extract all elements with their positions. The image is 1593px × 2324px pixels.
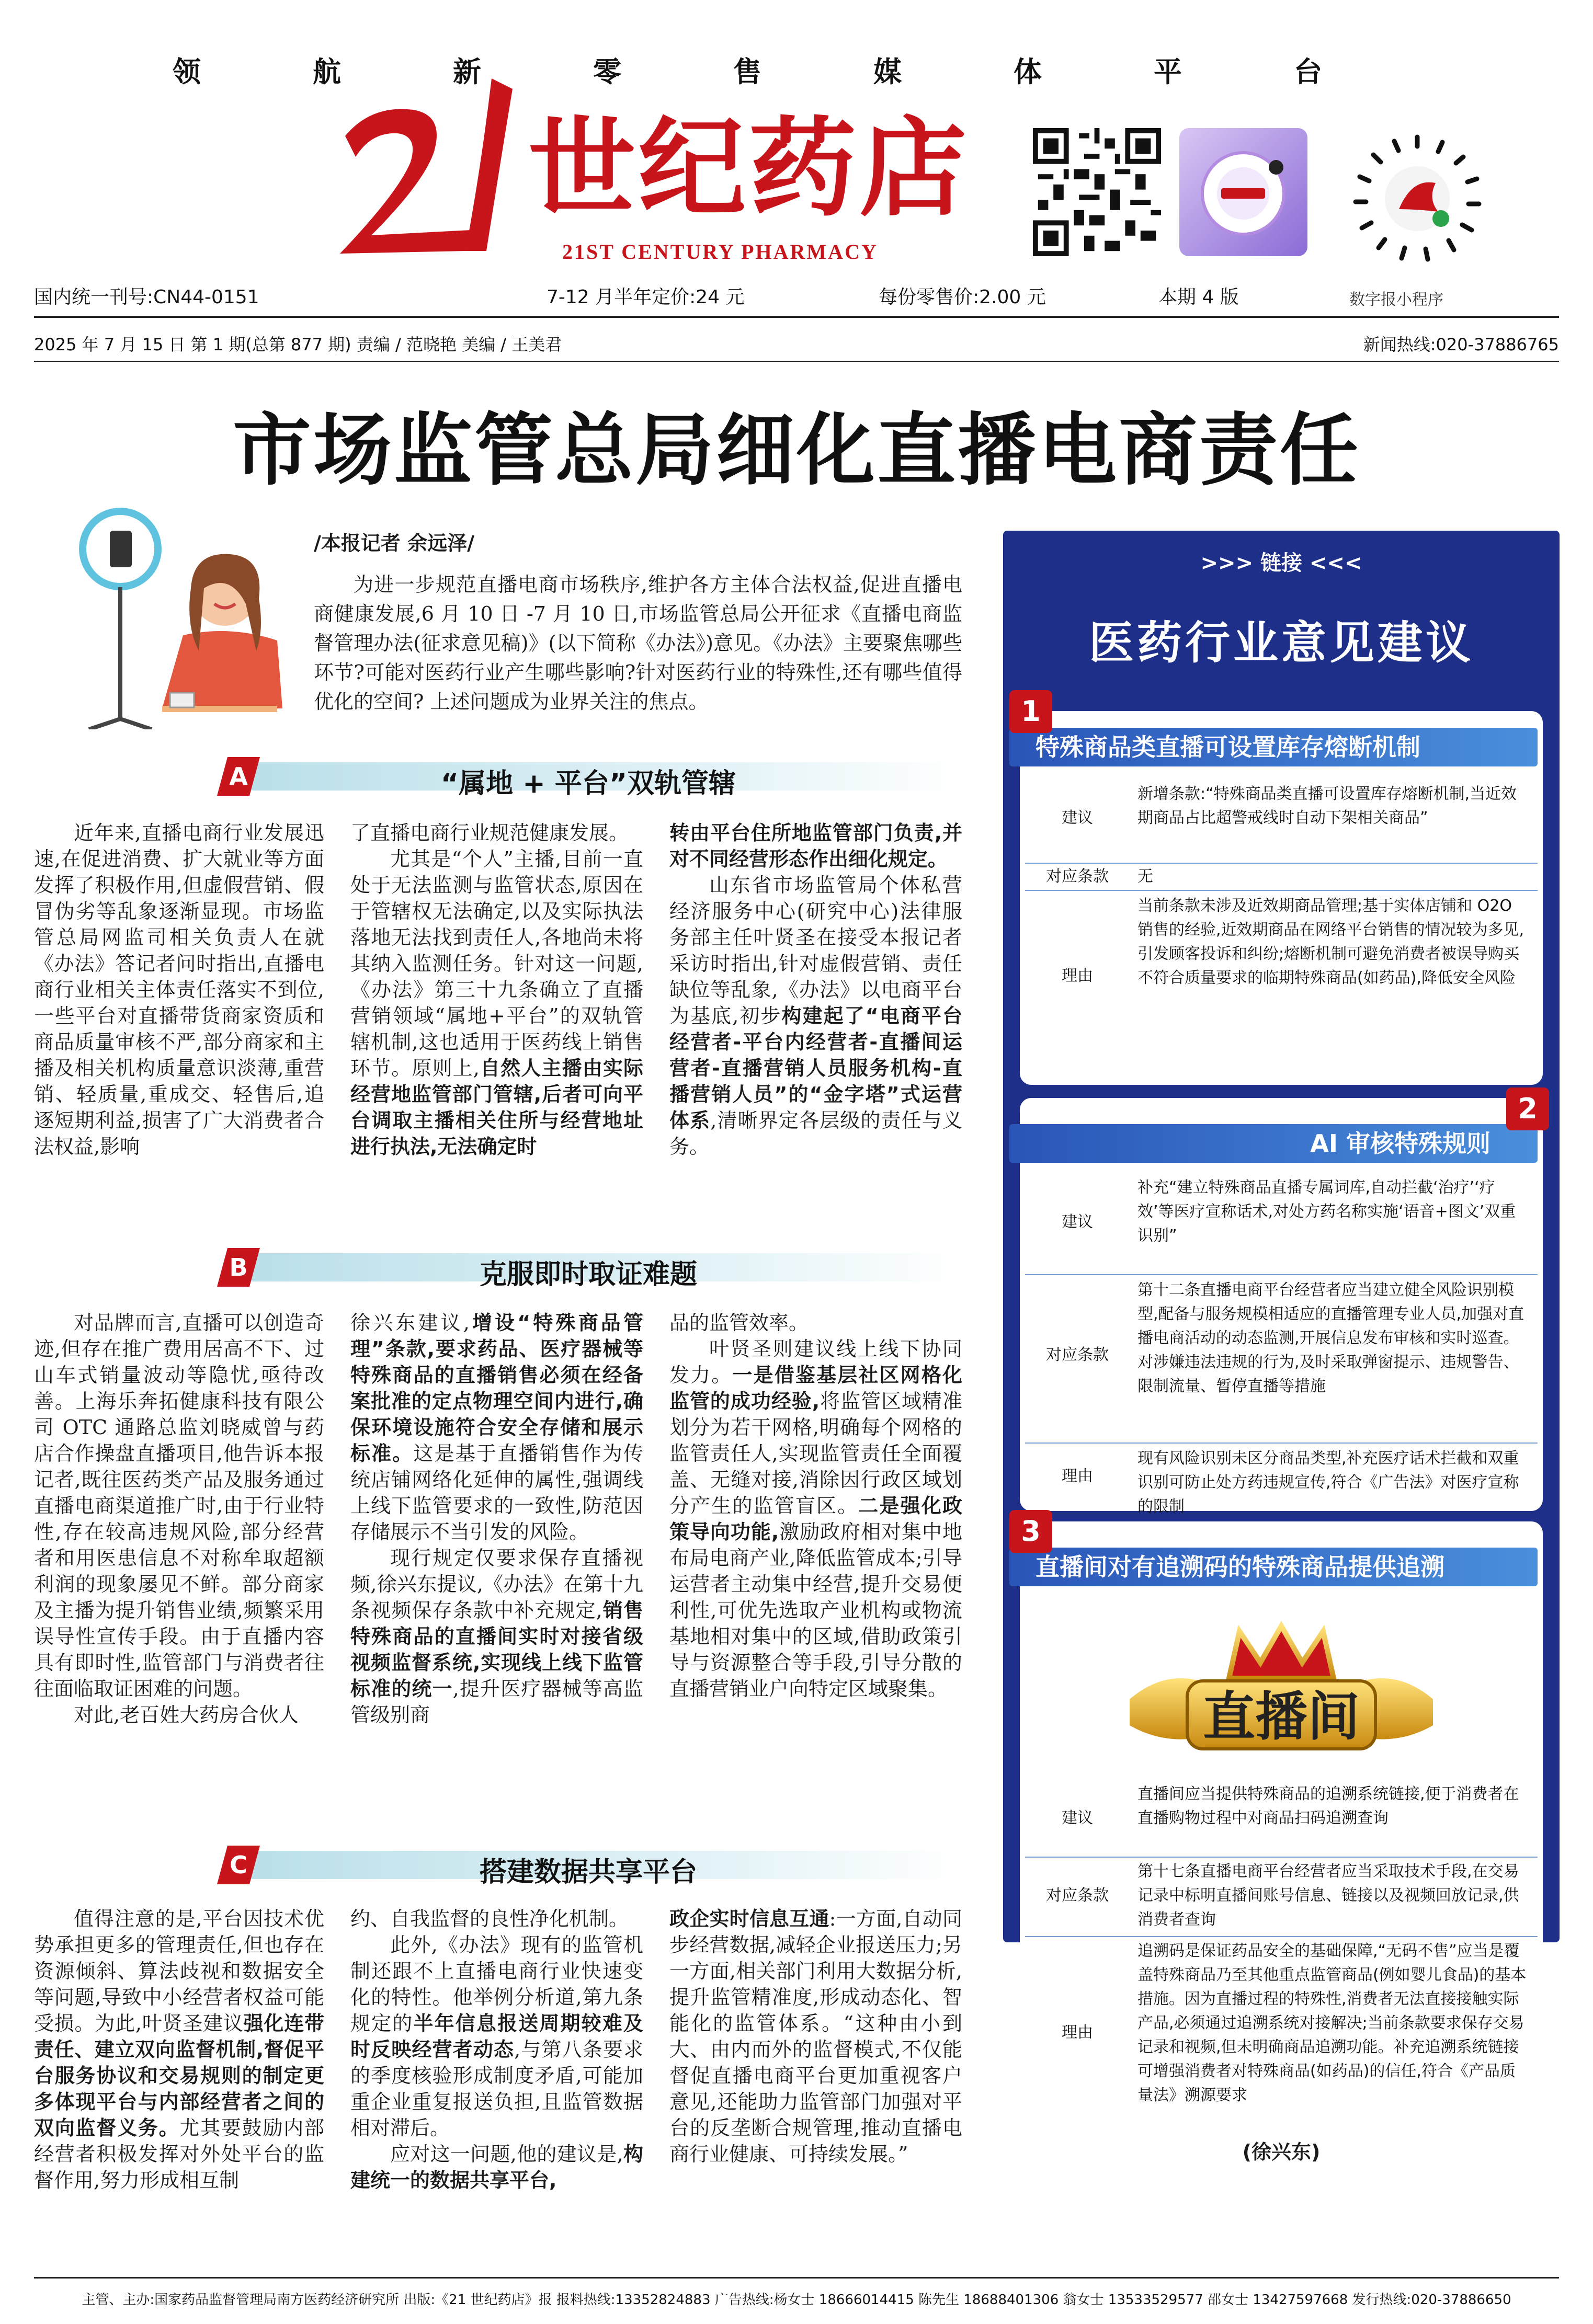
douyin-qr-card[interactable]: [1179, 128, 1307, 256]
section-c-col-3: 政企实时信息互通:一方面,自动同步经营数据,减轻企业报送压力;另一方面,相关部门利用大数据分析,提升监管精准度,形成动态化、智能化的监管体系。“这种由小到大、由内而外的监督模式,不仅能督促直播电商平台更加重视客户意见,还能助力监管部门加强对平台的反垄断合规管理,推动直播电商行业健康、可持续发展。”: [669, 1907, 962, 2166]
masthead-rule: [34, 316, 1559, 318]
mini-program-code-icon[interactable]: [1349, 131, 1485, 267]
retail-price: 每份零售价:2.00 元: [879, 287, 1046, 308]
card-3-number: 3: [1009, 1510, 1052, 1553]
table-row: 理由 追溯码是保证药品安全的基础保障,“无码不售”应当是覆盖特殊商品乃至其他重点监管商品(例如婴儿食品)的基本措施。因为直播过程的特殊性,消费者无法直接接触实际产品,必须通过追溯系统对接解决;当前条款要求保存交易记录和视频,但未明确商品追溯功能。补充追溯系统链接可增强消费者对特殊商品(如药品)的信任,符合《产品质量法》溯源要求: [1025, 1936, 1538, 2131]
section-b-title: 克服即时取证难题: [479, 1259, 697, 1290]
logo-21-mark: [335, 73, 554, 261]
section-c-col-2: 约、自我监督的良性净化机制。 此外,《办法》现有的监管机制还跟不上直播电商行业快速变化的特性。他举例分析道,第九条规定的半年信息报送周期较难及时反映经营者动态,与第八条要求的季度核验形成制度矛盾,可能加重企业重复报送负担,且监管数据相对滞后。 应对这一问题,他的建议是,构建统一的数据共享平台,: [350, 1907, 643, 2192]
table-row: 对应条款 无: [1025, 863, 1538, 890]
card-1-head: 特殊商品类直播可设置库存熔断机制: [1009, 728, 1538, 766]
cn-number: 国内统一刊号:CN44-0151: [34, 287, 259, 308]
footer-imprint: 主管、主办:国家药品监督管理局南方医药经济研究所 出版:《21 世纪药店》报 报料热线:13352824883 广告热线:杨女士 18666014415 陈先生 18688401306 翁女士 13533529577 邵女士 13427597668 发行热线:020-37886650: [82, 2292, 1511, 2308]
byline: /本报记者 余远泽/: [314, 531, 474, 555]
lead-paragraph: 为进一步规范直播电商市场秩序,维护各方主体合法权益,促进直播电商健康发展,6 月 10 日 -7 月 10 日,市场监管总局公开征求《直播电商监督管理办法(征求意见稿)》(以下简称《办法》)意见。《办法》主要聚焦哪些环节?可能对医药行业产生哪些影响?针对医药行业的特殊性,还有哪些值得优化的空间? 上述问题成为业界关注的焦点。: [314, 573, 962, 713]
table-row: 建议 补充“建立特殊商品直播专属词库,自动拦截‘治疗’‘疗效’等医疗宣称话术,对处方药名称实施‘语音+图文’双重识别”: [1062, 1178, 1516, 1245]
section-a-title: “属地 + 平台”双轨管辖: [440, 768, 736, 799]
card-1-number: 1: [1009, 690, 1052, 733]
section-c-banner: C 搭建数据共享平台: [217, 1846, 960, 1884]
live-room-logo-text: 直播间: [1203, 1686, 1360, 1747]
card-3-table: [1025, 1780, 1538, 2136]
section-c-title: 搭建数据共享平台: [479, 1857, 697, 1888]
logo-title-cn: 世纪药店: [528, 106, 970, 231]
card-2-number: 2: [1506, 1087, 1549, 1130]
panel-signature: (徐兴东): [1242, 2140, 1321, 2163]
section-a-banner: A “属地 + 平台”双轨管辖: [217, 757, 960, 796]
section-a-col-1: 近年来,直播电商行业发展迅速,在促进消费、扩大就业等方面发挥了积极作用,但虚假营销、假冒伪劣等乱象逐渐显现。市场监管总局网监司相关负责人在就《办法》答记者问时指出,直播电商行业相关主体责任落实不到位,一些平台对直播带货商家资质和商品质量审核不严,部分商家和主播及相关机构质量意识淡薄,重营销、轻质量,重成交、轻售后,追逐短期利益,损害了广大消费者合法权益,影响: [34, 821, 324, 1158]
half-year-price: 7-12 月半年定价:24 元: [547, 287, 745, 308]
section-b-col-2: 徐兴东建议,增设“特殊商品管理”条款,要求药品、医疗器械等特殊商品的直播销售必须在经备案批准的定点物理空间内进行,确保环境设施符合安全存储和展示标准。这是基于直播销售作为传统店铺网络化延伸的属性,强调线上线下监管要求的一致性,防范因存储展示不当引发的风险。 现行规定仅要求保存直播视频,徐兴东提议,《办法》在第十九条视频保存条款中补充规定,销售特殊商品的直播间实时对接省级视频监督系统,实现线上线下监管标准的统一,提升医疗器械等高监管级别商: [350, 1311, 643, 1726]
panel-link-label: >>> 链接 <<<: [1200, 551, 1362, 575]
masthead-slogan: 领 航 新 零 售 媒 体 平 台: [173, 55, 1323, 88]
section-b-col-3: 品的监管效率。 叶贤圣则建议线上线下协同发力。一是借鉴基层社区网格化监管的成功经验,将监管区域精准划分为若干网格,明确每个网格的监管责任人,实现监管责任全面覆盖、无缝对接,消除因行政区域划分产生的监管盲区。二是强化政策导向功能,激励政府相对集中地布局电商产业,降低监管成本;引导运营者主动集中经营,提升交易便利性,可优先选取产业机构或物流基地相对集中的区域,借助政策引导与资源整合等手段,引导分散的直播营销业户向特定区域聚集。: [669, 1311, 962, 1700]
issue-rule: [34, 361, 1559, 362]
section-b-banner: B 克服即时取证难题: [217, 1248, 960, 1287]
table-row: 对应条款 第十二条直播电商平台经营者应当建立健全风险识别模型,配备与服务规模相适应的直播管理专业人员,加强对直播电商活动的动态监测,开展信息发布审核和实时巡查。对涉嫌违法违规的行为,及时采取弹窗提示、违规警告、限制流量、暂停直播等措施: [1025, 1274, 1538, 1443]
section-b-col-1: 对品牌而言,直播可以创造奇迹,但存在推广费用居高不下、过山车式销量波动等隐忧,亟待改善。上海乐奔拓健康科技有限公司 OTC 通路总监刘晓威曾与药店合作操盘直播项目,他告诉本报记者,既往医药类产品及服务通过直播电商渠道推广时,由于行业特性,存在较高违规风险,部分经营者和用医患信息不对称牟取超额利润的现象屡见不鲜。部分商家及主播为提升销售业绩,频繁采用误导性宣传手段。由于直播内容具有即时性,监管部门与消费者往往面临取证困难的问题。 对此,老百姓大药房合伙人: [34, 1311, 324, 1726]
issue-line: 2025 年 7 月 15 日 第 1 期(总第 877 期) 责编 / 范晓艳 美编 / 王美君: [34, 335, 562, 354]
news-hotline: 新闻热线:020-37886765: [1363, 335, 1559, 354]
mini-program-label: 数字报小程序: [1349, 291, 1443, 309]
qr-code-icon[interactable]: [1033, 128, 1161, 256]
table-row: 理由 当前条款未涉及近效期商品管理;基于实体店铺和 O2O 销售的经验,近效期商品在网络平台销售的情况较为多见,引发顾客投诉和纠纷;熔断机制可避免消费者被误导购买不符合质量要求的临期特殊商品(如药品),降低安全风险: [1025, 890, 1538, 1063]
table-row: 对应条款 第十七条直播电商平台经营者应当采取技术手段,在交易记录中标明直播间账号信息、链接以及视频回放记录,供消费者查询: [1025, 1857, 1538, 1935]
section-a-col-3: 转由平台住所地监管部门负责,并对不同经营形态作出细化规定。 山东省市场监管局个体私营经济服务中心(研究中心)法律服务部主任叶贤圣在接受本报记者采访时指出,针对虚假营销、责任缺位等乱象,《办法》以电商平台为基底,初步构建起了“电商平台经营者-平台内经营者-直播间运营者-直播营销人员服务机构-直播营销人员”的“金字塔”式运营体系,清晰界定各层级的责任与义务。: [669, 821, 962, 1158]
page-headline: 市场监管总局细化直播电商责任: [232, 404, 1360, 496]
card-3-head: 直播间对有追溯码的特殊商品提供追溯: [1009, 1548, 1538, 1586]
table-row: 建议 直播间应当提供特殊商品的追溯系统链接,便于消费者在直播购物过程中对商品扫码追溯查询: [1062, 1785, 1519, 1827]
table-row: 建议 新增条款:“特殊商品类直播可设置库存熔断机制,当近效期商品占比超警戒线时自动下架相关商品”: [1062, 785, 1517, 827]
card-2-head: AI 审核特殊规则: [1009, 1124, 1538, 1163]
panel-title: 医药行业意见建议: [1089, 617, 1474, 669]
section-c-col-1: 值得注意的是,平台因技术优势承担更多的管理责任,但也存在资源倾斜、算法歧视和数据安全等问题,导致中小经营者权益可能受损。为此,叶贤圣建议强化连带责任、建立双向监督机制,督促平台服务协议和交易规则的制定更多体现平台与内部经营者之间的双向监督义务。尤其要鼓励内部经营者积极发挥对外处平台的监督作用,努力形成相互制: [34, 1907, 324, 2192]
card-2-table: [1025, 1174, 1538, 1516]
logo-title-en: 21ST CENTURY PHARMACY: [562, 240, 878, 264]
table-row: 理由 现有风险识别未区分商品类型,补充医疗话术拦截和双重识别可防止处方药违规宣传,符合《广告法》对医疗宣称的限制: [1025, 1443, 1538, 1506]
page-count: 本期 4 版: [1158, 287, 1239, 308]
footer-rule: [34, 2277, 1559, 2279]
live-room-crown-logo: [1119, 1621, 1443, 1778]
livestreamer-illustration: [58, 499, 288, 729]
section-a-col-2: 了直播电商行业规范健康发展。 尤其是“个人”主播,目前一直处于无法监测与监管状态,原因在于管辖权无法确定,以及实际执法落地无法找到责任人,各地尚未将其纳入监测任务。针对这一问题,《办法》第三十九条确立了直播营销领域“属地+平台”的双轨管辖机制,这也适用于医药线上销售环节。原则上,自然人主播由实际经营地监管部门管辖,后者可向平台调取主播相关住所与经营地址进行执法,无法确定时: [350, 821, 643, 1158]
card-1-table: [1025, 779, 1538, 1082]
